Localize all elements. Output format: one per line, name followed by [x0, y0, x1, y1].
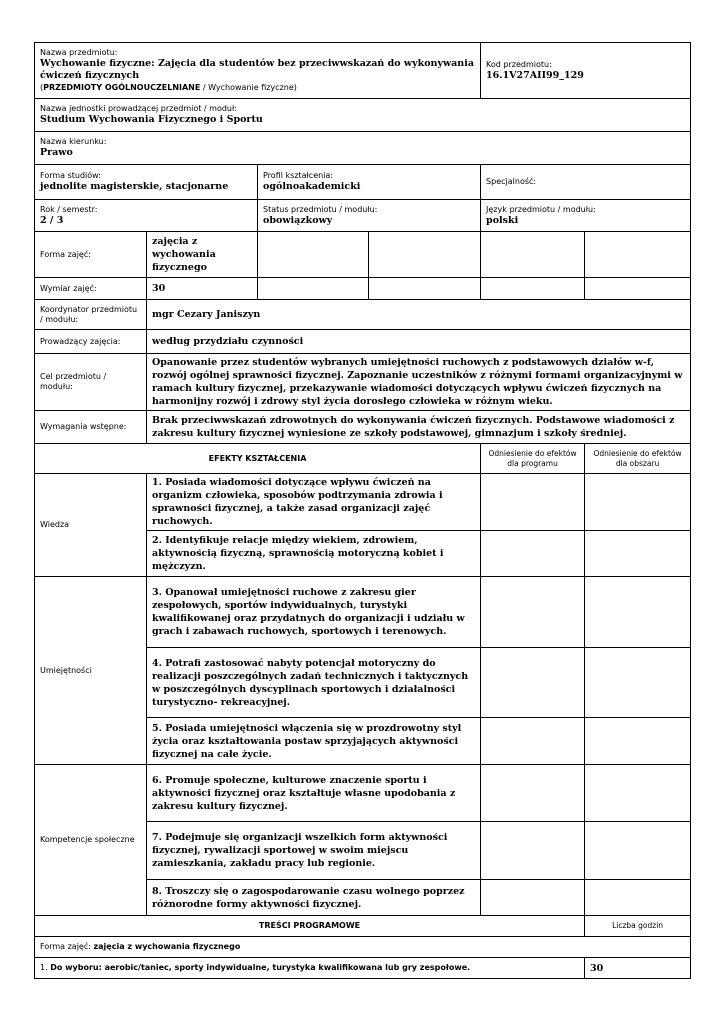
empty-cell: [585, 577, 691, 648]
empty-cell: [369, 278, 481, 300]
empty-cell: [585, 648, 691, 718]
coordinator-label: Koordynator przedmiotu / modułu:: [35, 300, 147, 330]
empty-cell: [585, 880, 691, 916]
status-value: obowiązkowy: [263, 214, 333, 226]
requirements-label: Wymagania wstępne:: [35, 411, 147, 444]
area-reference-header: Odniesienie do efektów dla obszaru: [585, 444, 691, 474]
empty-cell: [585, 765, 691, 822]
content-row-text: Do wyboru: aerobic/taniec, sporty indywidualne, turystyka kwalifikowana lub gry zespołowe.: [50, 963, 471, 972]
content-form-label: Forma zajęć:: [40, 942, 91, 951]
hours-label: Wymiar zajęć:: [35, 278, 147, 300]
year-value: 2 / 3: [40, 214, 64, 226]
hours-value: 30: [147, 278, 258, 300]
empty-cell: [585, 232, 691, 278]
course-card-table: [34, 42, 691, 979]
skills-label: Umiejętności: [35, 577, 147, 765]
course-group: (PRZEDMIOTY OGÓLNOUCZELNIANE / Wychowanie fizyczne): [40, 82, 297, 92]
course-code-cell: [481, 43, 691, 99]
empty-cell: [481, 765, 585, 822]
empty-cell: [481, 648, 585, 718]
profile-value: ogólnoakademicki: [263, 181, 361, 192]
unit-cell: [35, 99, 691, 132]
course-code-label: Kod przedmiotu:: [486, 59, 552, 69]
empty-cell: [481, 718, 585, 765]
effect-item: 6. Promuje społeczne, kulturowe znaczenie sportu i aktywności fizycznej oraz kształtuje własne upodobania z zakresu kultury fizycznej.: [147, 765, 481, 822]
empty-cell: [258, 232, 369, 278]
effect-item: 1. Posiada wiadomości dotyczące wpływu ćwiczeń na organizm człowieka, sposobów podtrzymania zdrowia i sprawności fizycznej, a także zasad organizacji zajęć ruchowych.: [147, 474, 481, 531]
requirements-value: Brak przeciwwskazań zdrowotnych do wykonywania ćwiczeń fizycznych. Podstawowe wiadomości z zakresu kultury fizycznej wyniesione ze szkoły podstawowej, gimnazjum i szkoły średniej.: [147, 411, 691, 444]
hours-count-header: Liczba godzin: [585, 916, 691, 937]
effect-item: 7. Podejmuje się organizacji wszelkich form aktywności fizycznej, rywalizacji sportowej w swoim miejscu zamieszkania, zakładu pracy lub regionie.: [147, 822, 481, 880]
effect-item: 8. Troszczy się o zagospodarowanie czasu wolnego poprzez różnorodne formy aktywności fizycznej.: [147, 880, 481, 916]
coordinator-value: mgr Cezary Janiszyn: [147, 300, 691, 330]
content-row-hours: 30: [585, 958, 691, 979]
status-cell: [258, 200, 481, 232]
profile-label: Profil kształcenia:: [263, 171, 334, 180]
instructor-value: według przydziału czynności: [147, 330, 691, 354]
class-form-label: Forma zajęć:: [35, 232, 147, 278]
class-form-value: zajęcia z wychowania fizycznego: [147, 232, 258, 278]
effect-item: 5. Posiada umiejętności włączenia się w prozdrowotny styl życia oraz kształtowania postaw sprzyjających aktywności fizycznej na całe życie.: [147, 718, 481, 765]
content-form-row: [35, 937, 691, 958]
empty-cell: [481, 577, 585, 648]
course-name-cell: [35, 43, 481, 99]
goal-value: Opanowanie przez studentów wybranych umiejętności ruchowych z podstawowych działów w-f, rozwój ogólnej sprawności fizycznej. Zapoznanie uczestników z różnymi formami organizacyjnymi w ramach kultury fizycznej, przekazywanie wiadomości dotyczących wpływu ćwiczeń fizycznych na harmonijny rozwój i zdrowy styl życia dorosłego człowieka w różnym wieku.: [147, 354, 691, 411]
effect-item: 3. Opanował umiejętności ruchowe z zakresu gier zespołowych, sportów indywidualnych, turystyki kwalifikowanej oraz przydatnych do organizacji i udziału w grach i zabawach ruchowych, sportowych i terenowych.: [147, 577, 481, 648]
course-name-label: Nazwa przedmiotu:: [40, 47, 118, 57]
empty-cell: [481, 278, 585, 300]
knowledge-label: Wiedza: [35, 474, 147, 577]
empty-cell: [481, 474, 585, 531]
unit-label: Nazwa jednostki prowadzącej przedmiot / moduł:: [40, 104, 237, 113]
study-form-value: jednolite magisterskie, stacjonarne: [40, 181, 229, 192]
effect-item: 2. Identyfikuje relacje między wiekiem, zdrowiem, aktywnością fizyczną, sprawnością motoryczną kobiet i mężczyzn.: [147, 531, 481, 577]
content-row-number: 1.: [40, 963, 48, 972]
empty-cell: [258, 278, 369, 300]
instructor-label: Prowadzący zajęcia:: [35, 330, 147, 354]
program-content-header: TREŚCI PROGRAMOWE: [35, 916, 585, 937]
empty-cell: [585, 531, 691, 577]
field-value: Prawo: [40, 147, 73, 158]
empty-cell: [585, 278, 691, 300]
field-label: Nazwa kierunku:: [40, 137, 107, 146]
status-label: Status przedmiotu / modułu:: [263, 204, 378, 214]
study-form-label: Forma studiów:: [40, 171, 101, 180]
empty-cell: [585, 822, 691, 880]
program-reference-header: Odniesienie do efektów dla programu: [481, 444, 585, 474]
field-cell: [35, 132, 691, 165]
year-label: Rok / semestr:: [40, 204, 98, 214]
effects-header: EFEKTY KSZTAŁCENIA: [35, 444, 481, 474]
content-form-value: zajęcia z wychowania fizycznego: [93, 942, 241, 951]
empty-cell: [481, 880, 585, 916]
empty-cell: [585, 718, 691, 765]
year-cell: [35, 200, 258, 232]
profile-cell: [258, 165, 481, 200]
specialty-label: Specjalność:: [486, 177, 537, 186]
specialty-cell: [481, 165, 691, 200]
language-cell: [481, 200, 691, 232]
empty-cell: [585, 474, 691, 531]
course-name: Wychowanie fizyczne: Zajęcia dla studentów bez przeciwwskazań do wykonywania ćwiczeń fizycznych: [40, 57, 474, 81]
language-label: Język przedmiotu / modułu:: [486, 204, 596, 214]
empty-cell: [481, 232, 585, 278]
effect-item: 4. Potrafi zastosować nabyty potencjał motoryczny do realizacji poszczególnych zadań technicznych i taktycznych w poszczególnych dyscyplinach sportowych i działalności turystyczno- rekreacyjnej.: [147, 648, 481, 718]
goal-label: Cel przedmiotu / modułu:: [35, 354, 147, 411]
language-value: polski: [486, 214, 519, 226]
content-row: [35, 958, 585, 979]
empty-cell: [481, 822, 585, 880]
study-form-cell: [35, 165, 258, 200]
course-code: 16.1V27AII99_129: [486, 69, 584, 81]
empty-cell: [369, 232, 481, 278]
unit-value: Studium Wychowania Fizycznego i Sportu: [40, 114, 263, 125]
empty-cell: [481, 531, 585, 577]
social-competences-label: Kompetencje społeczne: [35, 765, 147, 916]
